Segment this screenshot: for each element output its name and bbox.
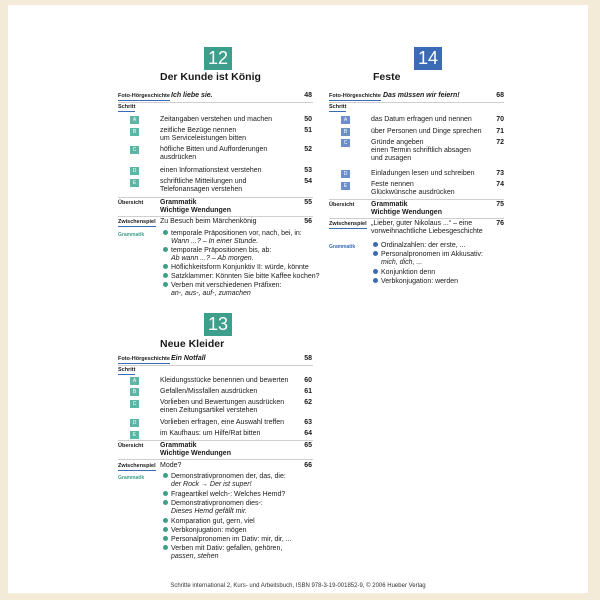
lesson-13-badge: 13 bbox=[204, 313, 232, 336]
grammar-item: Verben mit verschiedenen Präfixen: bbox=[163, 282, 282, 290]
page-number: 76 bbox=[496, 220, 504, 227]
step-b-badge: B bbox=[130, 388, 139, 396]
step-text: zeitliche Bezüge nennen bbox=[160, 127, 237, 134]
grammar-item: an-, aus-, auf-, zumachen bbox=[171, 290, 251, 297]
zwischenspiel-label: Zwischenspiel bbox=[118, 219, 156, 225]
step-text: einen Zeitungsartikel verstehen bbox=[160, 407, 258, 414]
foto-label: Foto-Hörgeschichte bbox=[329, 93, 381, 99]
uebersicht-label: Übersicht bbox=[118, 200, 144, 206]
grammar-item: Höflichkeitsform Konjunktiv II: würde, könnte bbox=[163, 264, 309, 272]
step-text: Zeitangaben verstehen und machen bbox=[160, 116, 273, 123]
step-text: über Personen und Dinge sprechen bbox=[371, 128, 482, 135]
step-a-badge: A bbox=[130, 377, 139, 385]
grammar-item: Frageartikel welch-: Welches Hemd? bbox=[163, 491, 285, 499]
foto-title: Ich liebe sie. bbox=[171, 92, 213, 99]
zwischenspiel-text: Mode? bbox=[160, 462, 182, 469]
uebersicht-item: Wichtige Wendungen bbox=[160, 207, 231, 214]
step-text: ausdrücken bbox=[160, 154, 197, 161]
page-number: 56 bbox=[304, 218, 312, 225]
grammar-item: Verbkonjugation: werden bbox=[373, 278, 458, 286]
grammar-item: Wann ...? – In einer Stunde. bbox=[171, 238, 259, 245]
step-a-badge: A bbox=[130, 116, 139, 124]
uebersicht-item: Wichtige Wendungen bbox=[160, 450, 231, 457]
page-number: 52 bbox=[304, 146, 312, 153]
step-text: Gefallen/Missfallen ausdrücken bbox=[160, 388, 258, 395]
step-text: das Datum erfragen und nennen bbox=[371, 116, 472, 123]
grammar-item: temporale Präpositionen vor, nach, bei, in: bbox=[163, 230, 302, 238]
page-number: 74 bbox=[496, 181, 504, 188]
page-number: 50 bbox=[304, 116, 312, 123]
grammar-item: Konjunktion denn bbox=[373, 269, 435, 277]
zwischenspiel-text: Zu Besuch beim Märchenkönig bbox=[160, 218, 257, 225]
step-text: um Serviceleistungen bitten bbox=[160, 135, 246, 142]
foto-title: Das müssen wir feiern! bbox=[383, 92, 460, 99]
schritt-label: Schritt bbox=[118, 104, 136, 110]
page-number: 62 bbox=[304, 399, 312, 406]
page-number: 68 bbox=[496, 92, 504, 99]
uebersicht-item: Grammatik bbox=[371, 201, 408, 208]
step-e-badge: E bbox=[130, 431, 139, 439]
step-e-badge: E bbox=[130, 179, 139, 187]
grammar-item: Demonstrativpronomen dies-: bbox=[163, 500, 263, 508]
uebersicht-label: Übersicht bbox=[118, 443, 144, 449]
page-number: 73 bbox=[496, 170, 504, 177]
page-number: 72 bbox=[496, 139, 504, 146]
step-a-badge: A bbox=[341, 116, 350, 124]
grammar-item: Personalpronomen im Akkusativ: bbox=[373, 251, 483, 259]
step-text: Telefonansagen verstehen bbox=[160, 186, 243, 193]
page-number: 70 bbox=[496, 116, 504, 123]
grammar-item: mich, dich, ... bbox=[381, 259, 423, 266]
grammar-item: Demonstrativpronomen der, das, die: bbox=[163, 473, 286, 481]
grammatik-label: Grammatik bbox=[118, 232, 145, 238]
page-number: 71 bbox=[496, 128, 504, 135]
grammatik-label: Grammatik bbox=[329, 244, 356, 250]
uebersicht-item: Grammatik bbox=[160, 442, 197, 449]
foto-title: Ein Notfall bbox=[171, 355, 206, 362]
step-text: schriftliche Mitteilungen und bbox=[160, 178, 247, 185]
step-text: höfliche Bitten und Aufforderungen bbox=[160, 146, 268, 153]
grammar-item: Dieses Hemd gefällt mir. bbox=[171, 508, 247, 515]
schritt-label: Schritt bbox=[118, 367, 136, 373]
zwischenspiel-text: „Lieber, guter Nikolaus ...“ – eine bbox=[371, 220, 473, 227]
uebersicht-label: Übersicht bbox=[329, 202, 355, 208]
step-text: im Kaufhaus: um Hilfe/Rat bitten bbox=[160, 430, 261, 437]
page-number: 60 bbox=[304, 377, 312, 384]
lesson-13-title: Neue Kleider bbox=[160, 338, 225, 350]
step-c-badge: C bbox=[341, 139, 350, 147]
step-text: Vorlieben erfragen, eine Auswahl treffen bbox=[160, 419, 285, 426]
step-d-badge: D bbox=[341, 170, 350, 178]
uebersicht-item: Grammatik bbox=[160, 199, 197, 206]
schritt-label: Schritt bbox=[329, 104, 347, 110]
page-number: 75 bbox=[496, 201, 504, 208]
foto-label: Foto-Hörgeschichte bbox=[118, 356, 170, 362]
grammar-item: temporale Präpositionen bis, ab: bbox=[163, 247, 271, 255]
step-text: Kleidungsstücke benennen und bewerten bbox=[160, 377, 289, 384]
grammar-item: Verbkonjugation: mögen bbox=[163, 527, 247, 535]
page-number: 66 bbox=[304, 462, 312, 469]
step-b-badge: B bbox=[341, 128, 350, 136]
step-text: einen Termin schriftlich absagen bbox=[371, 147, 471, 154]
grammatik-label: Grammatik bbox=[118, 475, 145, 481]
step-text: einen Informationstext verstehen bbox=[160, 167, 262, 174]
zwischenspiel-text: vorweihnachtliche Liebesgeschichte bbox=[371, 228, 483, 235]
step-c-badge: C bbox=[130, 400, 139, 408]
page-number: 58 bbox=[304, 355, 312, 362]
step-text: Feste nennen bbox=[371, 181, 414, 188]
step-text: Vorlieben und Bewertungen ausdrücken bbox=[160, 399, 285, 406]
footer: Schritte international 2, Kurs- und Arbeitsbuch, ISBN 978-3-19-001852-9, © 2006 Hueber Verlag bbox=[170, 583, 426, 589]
zwischenspiel-label: Zwischenspiel bbox=[329, 221, 367, 227]
step-e-badge: E bbox=[341, 182, 350, 190]
lesson-12-title: Der Kunde ist König bbox=[160, 71, 261, 83]
step-text: Einladungen lesen und schreiben bbox=[371, 170, 475, 177]
page-number: 64 bbox=[304, 430, 312, 437]
grammar-item: Personalpronomen im Dativ: mir, dir, ... bbox=[163, 536, 292, 544]
grammar-item: Komparation gut, gern, viel bbox=[163, 518, 255, 526]
step-text: Glückwünsche ausdrücken bbox=[371, 189, 455, 196]
page-number: 54 bbox=[304, 178, 312, 185]
page-number: 51 bbox=[304, 127, 312, 134]
step-text: und zusagen bbox=[371, 155, 412, 162]
grammar-item: Verben mit Dativ: gefallen, gehören, bbox=[163, 545, 282, 553]
uebersicht-item: Wichtige Wendungen bbox=[371, 209, 442, 216]
page-number: 48 bbox=[304, 92, 312, 99]
step-b-badge: B bbox=[130, 128, 139, 136]
grammar-item: passen, stehen bbox=[171, 553, 219, 560]
grammar-item: Satzklammer: Könnten Sie bitte Kaffee kochen? bbox=[163, 273, 320, 281]
page-number: 65 bbox=[304, 442, 312, 449]
page-number: 55 bbox=[304, 199, 312, 206]
zwischenspiel-label: Zwischenspiel bbox=[118, 463, 156, 469]
foto-label: Foto-Hörgeschichte bbox=[118, 93, 170, 99]
step-d-badge: D bbox=[130, 167, 139, 175]
step-c-badge: C bbox=[130, 146, 139, 154]
page-number: 53 bbox=[304, 167, 312, 174]
page-number: 61 bbox=[304, 388, 312, 395]
step-text: Gründe angeben bbox=[371, 139, 424, 146]
lesson-12-badge: 12 bbox=[204, 47, 232, 70]
page-number: 63 bbox=[304, 419, 312, 426]
page bbox=[8, 5, 588, 593]
lesson-14-title: Feste bbox=[373, 71, 401, 83]
grammar-item: Ab wann ...? – Ab morgen. bbox=[171, 255, 254, 262]
grammar-item: Ordinalzahlen: der erste, ... bbox=[373, 242, 465, 250]
lesson-14-badge: 14 bbox=[414, 47, 442, 70]
step-d-badge: D bbox=[130, 419, 139, 427]
grammar-item: der Rock → Der ist super! bbox=[171, 481, 252, 488]
